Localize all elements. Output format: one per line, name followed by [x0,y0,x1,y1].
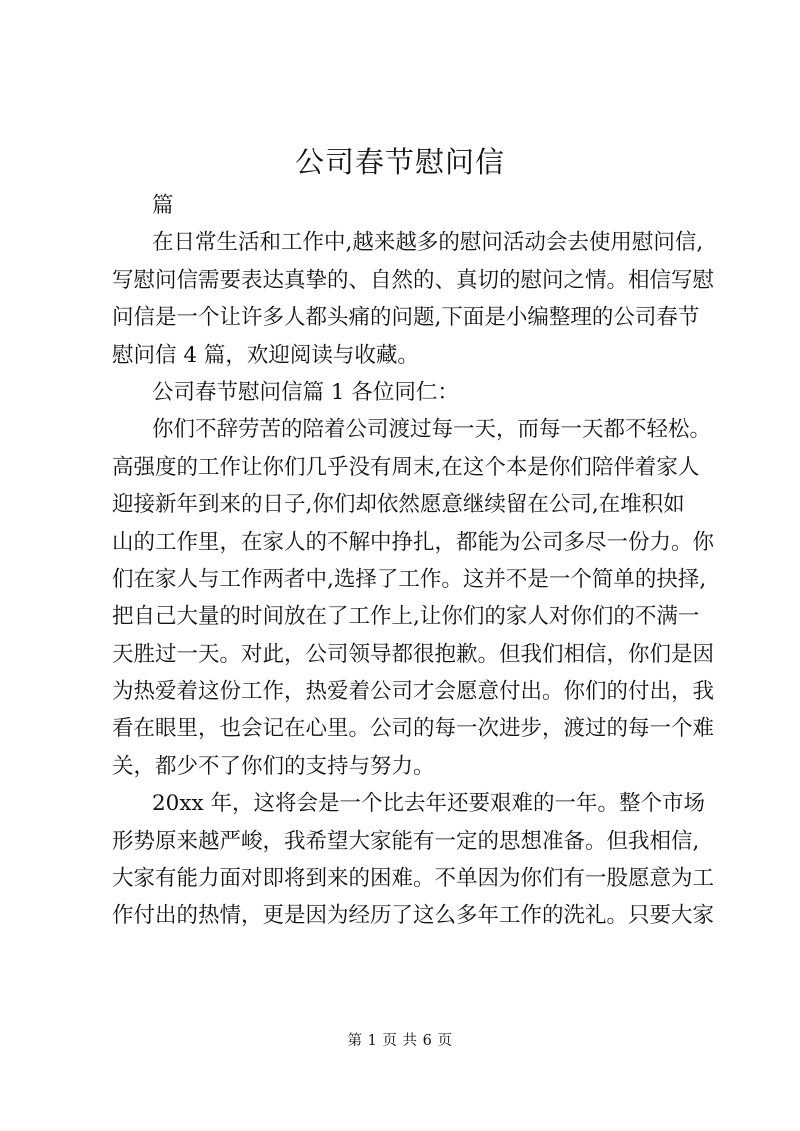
text-line: 作付出的热情，更是因为经历了这么多年工作的洗礼。只要大家 [112,903,715,929]
text-line: 写慰问信需要表达真挚的、自然的、真切的慰问之情。相信写慰 [112,267,715,293]
text-line: 公司春节慰问信篇 1 各位同仁： [152,379,459,405]
text-line: 迎接新年到来的日子,你们却依然愿意继续留在公司,在堆积如 [112,492,685,518]
text-line: 在日常生活和工作中,越来越多的慰问活动会去使用慰问信, [152,230,704,256]
text-line: 天胜过一天。对此，公司领导都很抱歉。但我们相信，你们是因 [112,641,715,667]
text-line: 你们不辞劳苦的陪着公司渡过每一天，而每一天都不轻松。 [152,417,712,443]
text-line: 把自己大量的时间放在了工作上,让你们的家人对你们的不满一 [112,604,700,630]
text-line: 问信是一个让许多人都头痛的问题,下面是小编整理的公司春节 [112,305,700,331]
document-title: 公司春节慰问信 [294,145,505,179]
text-line: 高强度的工作让你们几乎没有周末,在这个本是你们陪伴着家人 [112,454,700,480]
text-line: 篇 [152,193,174,218]
text-line: 20xx 年，这将会是一个比去年还要艰难的一年。整个市场 [152,791,705,817]
text-line: 慰问信 4 篇，欢迎阅读与收藏。 [112,342,419,368]
text-line: 看在眼里，也会记在心里。公司的每一次进步，渡过的每一个难 [112,716,715,742]
document-body [112,187,720,935]
text-line: 大家有能力面对即将到来的困难。不单因为你们有一股愿意为工 [112,866,715,892]
text-line: 为热爱着这份工作，热爱着公司才会愿意付出。你们的付出，我 [112,679,715,705]
text-line: 们在家人与工作两者中,选择了工作。这并不是一个简单的抉择, [112,566,707,592]
text-line: 形势原来越严峻，我希望大家能有一定的思想准备。但我相信, [112,828,700,854]
text-line: 关，都少不了你们的支持与努力。 [112,753,435,779]
page-number-footer: 第 1 页 共 6 页 [347,1033,453,1049]
text-line: 山的工作里，在家人的不解中挣扎，都能为公司多尽一份力。你 [112,529,715,555]
